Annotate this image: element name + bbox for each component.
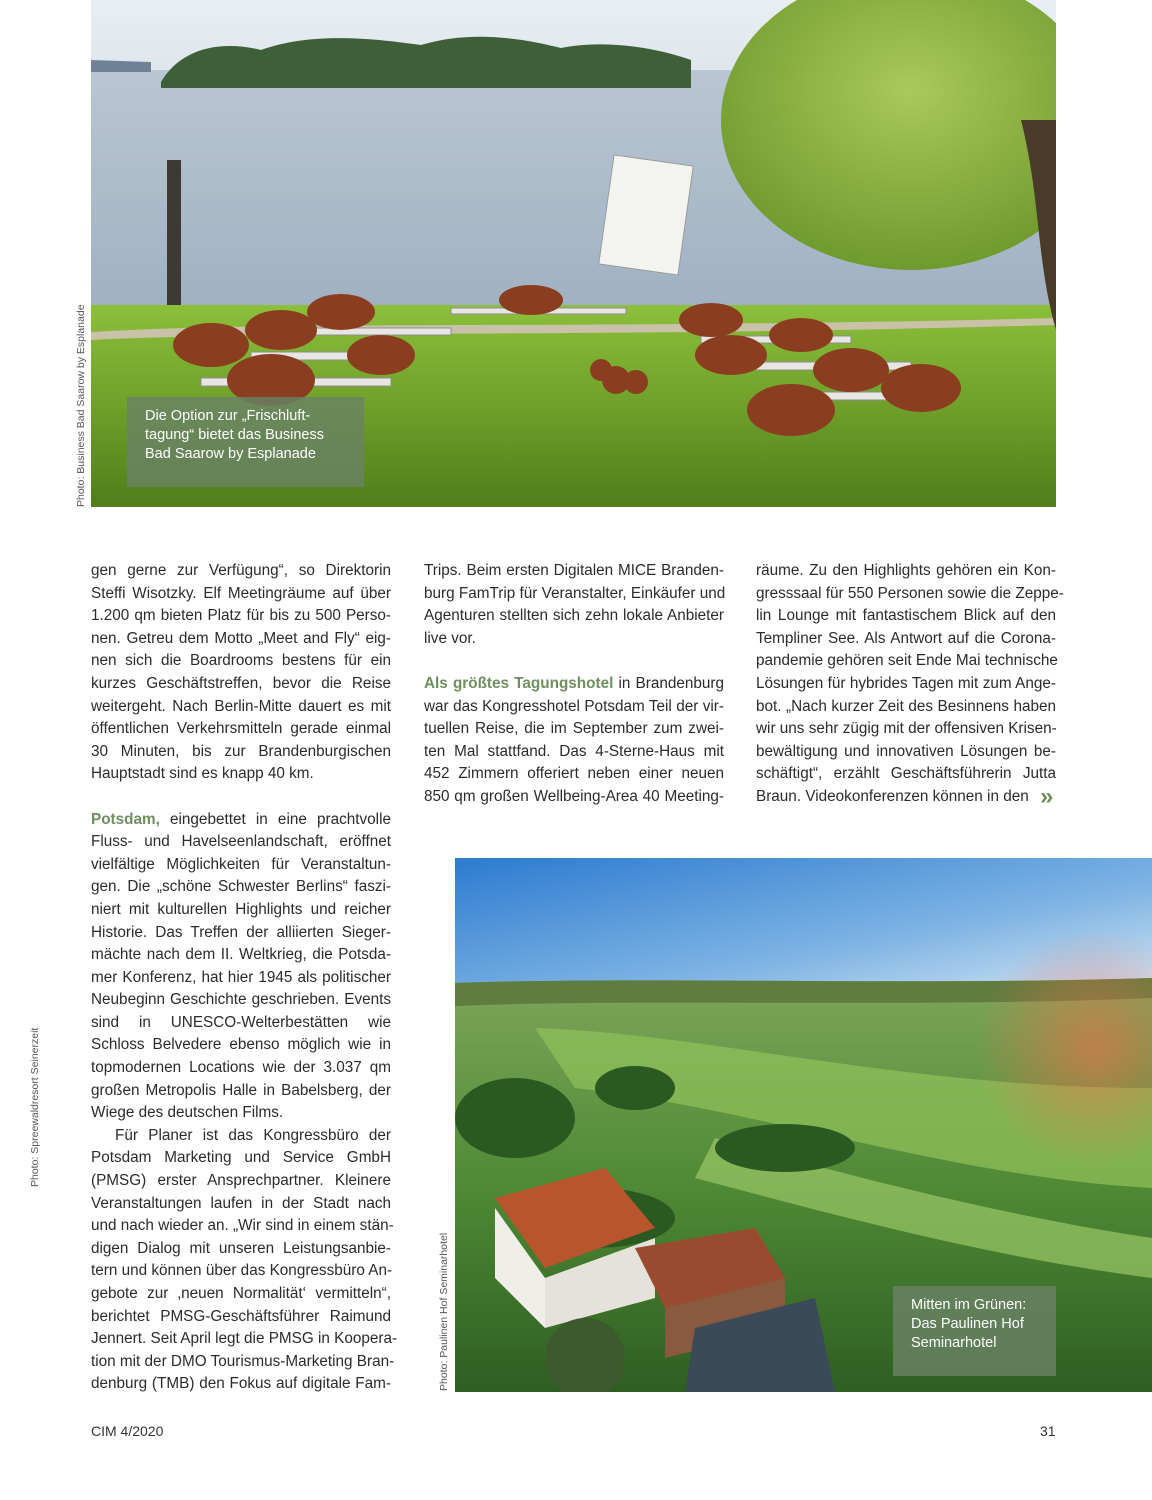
column-2 [424,560,724,809]
caption-line: Das Paulinen Hof [911,1316,1024,1332]
text-line: Templiner See. Als Antwort auf die Corona- [756,629,1056,647]
text-line: nen sich die Boardrooms bestens für ein [91,652,391,670]
text-line: live vor. [424,629,476,647]
caption-line: Die Option zur „Frischluft- [145,408,311,424]
text-line: kurzes Geschäftstreffen, bevor die Reise [91,674,391,692]
top-photo-caption [127,397,364,487]
text-line: Wiege des deutschen Films. [91,1104,284,1122]
section-lead: Potsdam, [91,810,160,828]
text-line: Braun. Videokonferenzen können in den [756,787,1029,805]
text-line: tion mit der DMO Tourismus-Marketing Bran- [91,1352,395,1370]
text-line: Potsdam Marketing und Service GmbH [91,1149,391,1167]
caption-line: Seminarhotel [911,1335,997,1351]
bottom-photo-caption [893,1286,1056,1376]
text-line: gen gerne zur Verfügung“, so Direktorin [91,562,391,579]
column-3 [756,560,1064,809]
text-line: mer Konferenz, hat hier 1945 als politischer [91,968,391,986]
text-line: 452 Zimmern offeriert neben einer neuen [424,765,724,783]
text-line: räume. Zu den Highlights gehören ein Kon- [756,562,1056,579]
page-number: 31 [1040,1423,1056,1439]
text-line: 1.200 qm bieten Platz für bis zu 500 Perso- [91,607,391,625]
text-line: Hauptstadt sind es knapp 40 km. [91,765,314,783]
text-line: ten Mal stattfand. Das 4-Sterne-Haus mit [424,742,724,760]
bottom-photo-credit: Photo: Paulinen Hof Seminarhotel [438,1232,450,1391]
text-line: Jennert. Seit April legt die PMSG in Koopera- [91,1330,398,1348]
text-line: berichtet PMSG-Geschäftsführer Raimund [91,1307,391,1325]
text-line: topmodernen Locations wie der 3.037 qm [91,1059,391,1077]
text-line: Trips. Beim ersten Digitalen MICE Branden- [424,562,724,579]
text-line: Veranstaltungen laufen in der Stadt nach [91,1194,391,1212]
continue-arrow-icon: » [1040,783,1054,810]
text-line: schäftigt“, erzählt Geschäftsführerin Jutta [756,765,1056,783]
text-line: gresssaal für 550 Personen sowie die Zeppe- [756,584,1064,602]
text-line: bewältigung und innovativen Lösungen be- [756,742,1056,760]
text-line: sind in UNESCO-Welterbestätten wie [91,1013,391,1031]
text-line: tern und können über das Kongressbüro An- [91,1262,393,1280]
text-line: gen. Die „schöne Schwester Berlins“ faszi- [91,878,391,896]
text-line: Lösungen für hybrides Tagen mit zum Ange- [756,674,1056,692]
text-line: Neubeginn Geschichte geschrieben. Events [91,991,391,1009]
text-line: und nach wieder an. „Wir sind in einem stän- [91,1217,394,1235]
text-line: 30 Minuten, bis zur Brandenburgischen [91,742,391,760]
text-line: lin Lounge mit fantastischem Blick auf den [756,607,1056,625]
text-line: Historie. Das Treffen der alliierten Sieger- [91,923,391,941]
caption-line: tagung“ bietet das Business [145,427,324,443]
text-line: 850 qm großen Wellbeing-Area 40 Meeting- [424,787,724,805]
section-lead: Als größtes Tagungshotel [424,674,614,692]
caption-line: Bad Saarow by Esplanade [145,446,316,462]
text-line: nen. Getreu dem Motto „Meet and Fly“ eig- [91,629,391,647]
text-line: Agenturen stellten sich zehn lokale Anbieter [424,607,724,625]
text-line: gebote zur ‚neuen Normalität‘ vermitteln“, [91,1285,391,1302]
text-line: Steffi Wisotzky. Elf Meetingräume auf über [91,584,391,602]
text-line: großen Metropolis Halle in Babelsberg, der [91,1081,391,1099]
text-line: (PMSG) erster Ansprechpartner. Kleinere [91,1172,391,1190]
text-line: war das Kongresshotel Potsdam Teil der vir- [424,697,724,715]
text-line: weitergeht. Nach Berlin-Mitte dauert es mit [91,697,391,715]
text-line: öffentlichen Verkehrsmitteln gerade einmal [91,720,391,738]
text-line: tuellen Reise, die im September zum zwei- [424,720,724,738]
text-line: Potsdam, eingebettet in eine prachtvolle [91,810,391,828]
column-1 [91,560,398,1396]
text-line: mächte nach dem II. Weltkrieg, die Potsda- [91,946,391,964]
text-line: Schloss Belvedere ebenso möglich wie in [91,1036,391,1054]
text-line: digen Dialog mit unseren Leistungsanbie- [91,1239,391,1257]
text-line: Als größtes Tagungshotel in Brandenburg [424,674,724,692]
text-line: Fluss- und Havelseenlandschaft, eröffnet [91,833,391,851]
text-line: burg FamTrip für Veranstalter, Einkäufer und [424,584,726,602]
text-line: pandemie gehören seit Ende Mai technische [756,652,1058,670]
text-line: bot. „Nach kurzer Zeit des Besinnens haben [756,697,1056,715]
caption-line: Mitten im Grünen: [911,1297,1027,1313]
left-photo-credit: Photo: Spreewaldresort Seinerzeit [29,1027,41,1187]
text-line: niert mit kulturellen Highlights und reicher [91,900,391,918]
top-photo-credit: Photo: Business Bad Saarow by Esplanade [75,304,87,507]
text-line: Für Planer ist das Kongressbüro der [115,1126,391,1144]
text-line: vielfältige Möglichkeiten für Veranstaltun- [91,855,391,873]
issue-label: CIM 4/2020 [91,1423,164,1439]
text-line: wir uns sehr zügig mit der offensiven Krisen- [756,720,1057,738]
text-line: denburg (TMB) den Fokus auf digitale Fam- [91,1375,391,1393]
